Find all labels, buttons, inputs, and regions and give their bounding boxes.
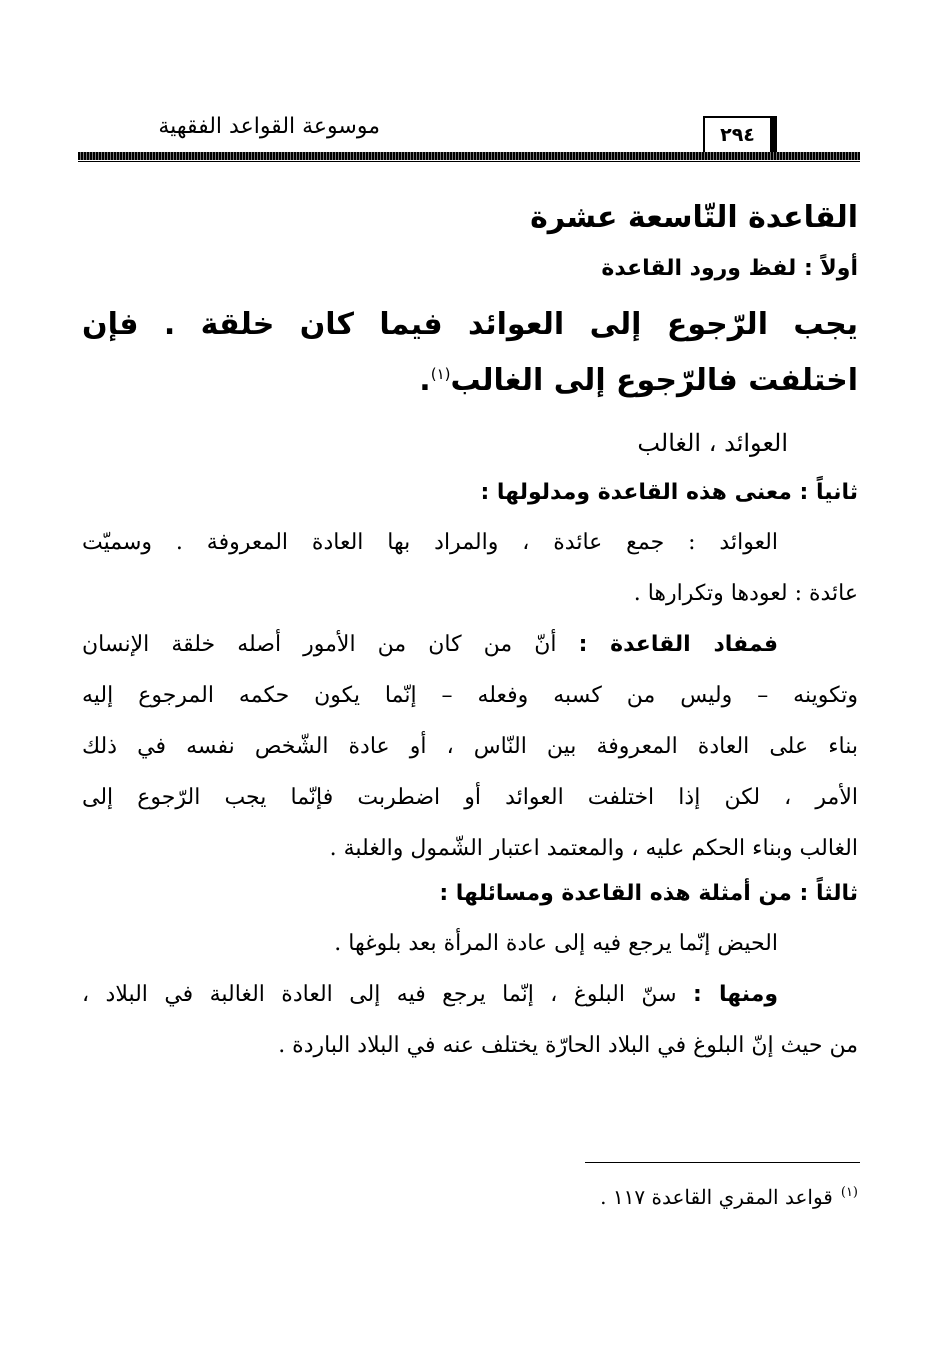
rule-text-line: يجب الرّجوع إلى العوائد فيما كان خلقة . فإن	[82, 307, 858, 342]
running-header-title: موسوعة القواعد الفقهية	[158, 114, 380, 139]
footnote-divider	[585, 1162, 860, 1163]
paragraph-line: الأمر ، لكن إذا اختلفت العوائد أو اضطربت فإنّما يجب الرّجوع إلى	[82, 785, 858, 810]
example-lead: ومنها :	[693, 982, 778, 1007]
footnote	[358, 1180, 858, 1214]
section-heading-meaning: ثانياً : معنى هذه القاعدة ومدلولها :	[480, 480, 858, 505]
footnote-marker: (١)	[840, 1185, 858, 1201]
section-heading-examples: ثالثاً : من أمثلة هذه القاعدة ومسائلها :	[439, 881, 858, 906]
keywords: العوائد ، الغالب	[637, 429, 788, 457]
paragraph-line: الغالب وبناء الحكم عليه ، والمعتمد اعتبار الشّمول والغلبة .	[329, 836, 858, 861]
example-line: الحيض إنّما يرجع فيه إلى عادة المرأة بعد بلوغها .	[334, 931, 778, 956]
paragraph-line: وتكوينه – وليس من كسبه وفعله – إنّما يكون حكمه المرجوع إليه	[82, 683, 858, 708]
end-punctuation: .	[419, 363, 431, 398]
example-line: من حيث إنّ البلوغ في البلاد الحارّة يختلف عنه في البلاد الباردة .	[278, 1033, 858, 1058]
paragraph-line: بناء على العادة المعروفة بين النّاس ، أو عادة الشّخص نفسه في ذلك	[82, 734, 858, 759]
paragraph-line	[82, 619, 858, 670]
page-content	[82, 195, 858, 1071]
header-divider-thin	[78, 161, 860, 162]
rule-text-fragment: اختلفت فالرّجوع إلى الغالب	[450, 363, 858, 398]
header-divider	[78, 152, 860, 160]
example-fragment: سنّ البلوغ ، إنّما يرجع فيه إلى العادة الغالبة في البلاد ،	[82, 982, 677, 1007]
example-line	[82, 969, 858, 1020]
section-heading-wording: أولاً : لفظ ورود القاعدة	[601, 256, 858, 281]
rule-title: القاعدة التّاسعة عشرة	[530, 200, 858, 235]
paragraph-line: عائدة : لعودها وتكرارها .	[633, 581, 858, 606]
paragraph-fragment: أنّ من كان من الأمور أصله خلقة الإنسان	[82, 632, 557, 657]
paragraph-line: العوائد : جمع عائدة ، والمراد بها العادة المعروفة . وسميّت	[82, 530, 778, 555]
footnote-reference[interactable]: (١)	[430, 365, 451, 383]
rule-text-line	[82, 353, 858, 409]
footnote-text: قواعد المقري القاعدة ١١٧ .	[600, 1185, 833, 1209]
page-number: ٢٩٤	[703, 116, 777, 152]
paragraph-lead: فمفاد القاعدة :	[578, 632, 778, 657]
